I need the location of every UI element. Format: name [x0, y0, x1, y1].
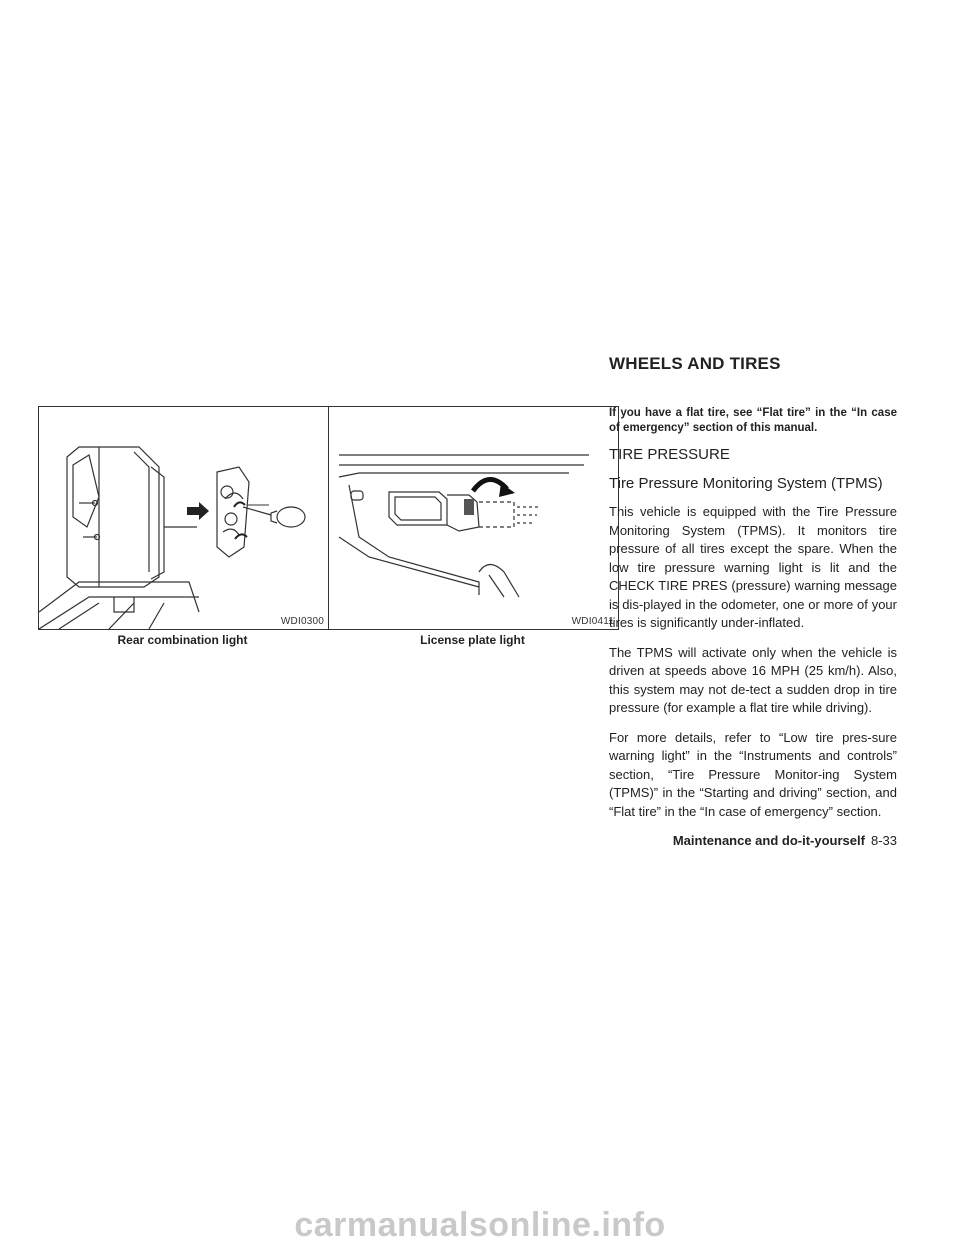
body-column: [609, 406, 897, 832]
watermark: carmanualsonline.info: [294, 1206, 666, 1244]
figure-caption: Rear combination light: [117, 633, 248, 647]
figure-caption: License plate light: [420, 633, 525, 647]
paragraph: This vehicle is equipped with the Tire Pressure Monitoring System (TPMS). It monitors tire pressure of all tires except the spare. When the low tire pressure warning light is lit and the CHECK TIRE PRES (pressure) warning message is dis-played in the odometer, one or more of your tires is significantly under-inflated.: [609, 504, 897, 630]
figure-code: WDI0300: [280, 616, 324, 627]
section-title: WHEELS AND TIRES: [609, 354, 781, 373]
license-plate-light-illustration: [329, 407, 618, 629]
page-footer: [637, 833, 897, 848]
paragraph: The TPMS will activate only when the vehicle is driven at speeds above 16 MPH (25 km/h). Also, this system may not de-tect a sudden drop in tire pressure (for example a flat tire while driving).: [609, 644, 897, 715]
heading-tire-pressure: TIRE PRESSURE: [609, 446, 730, 463]
rear-combination-light-illustration: [39, 407, 328, 629]
figure-code: WDI0411: [571, 616, 614, 627]
flat-tire-note: If you have a flat tire, see “Flat tire” in the “In case of emergency” section of this manual.: [609, 407, 897, 434]
figure-rear-combination-light: [38, 406, 329, 630]
paragraph: For more details, refer to “Low tire pres-sure warning light” in the “Instruments and controls” section, “Tire Pressure Monitor-ing System (TPMS)” in the “Starting and driving” section, and “Flat tire” in the “In case of emergency” section.: [609, 729, 897, 819]
footer-section: Maintenance and do-it-yourself: [672, 833, 865, 848]
figure-license-plate-light: [328, 406, 619, 630]
heading-tpms: Tire Pressure Monitoring System (TPMS): [609, 475, 883, 492]
page-number: 8-33: [870, 833, 897, 848]
